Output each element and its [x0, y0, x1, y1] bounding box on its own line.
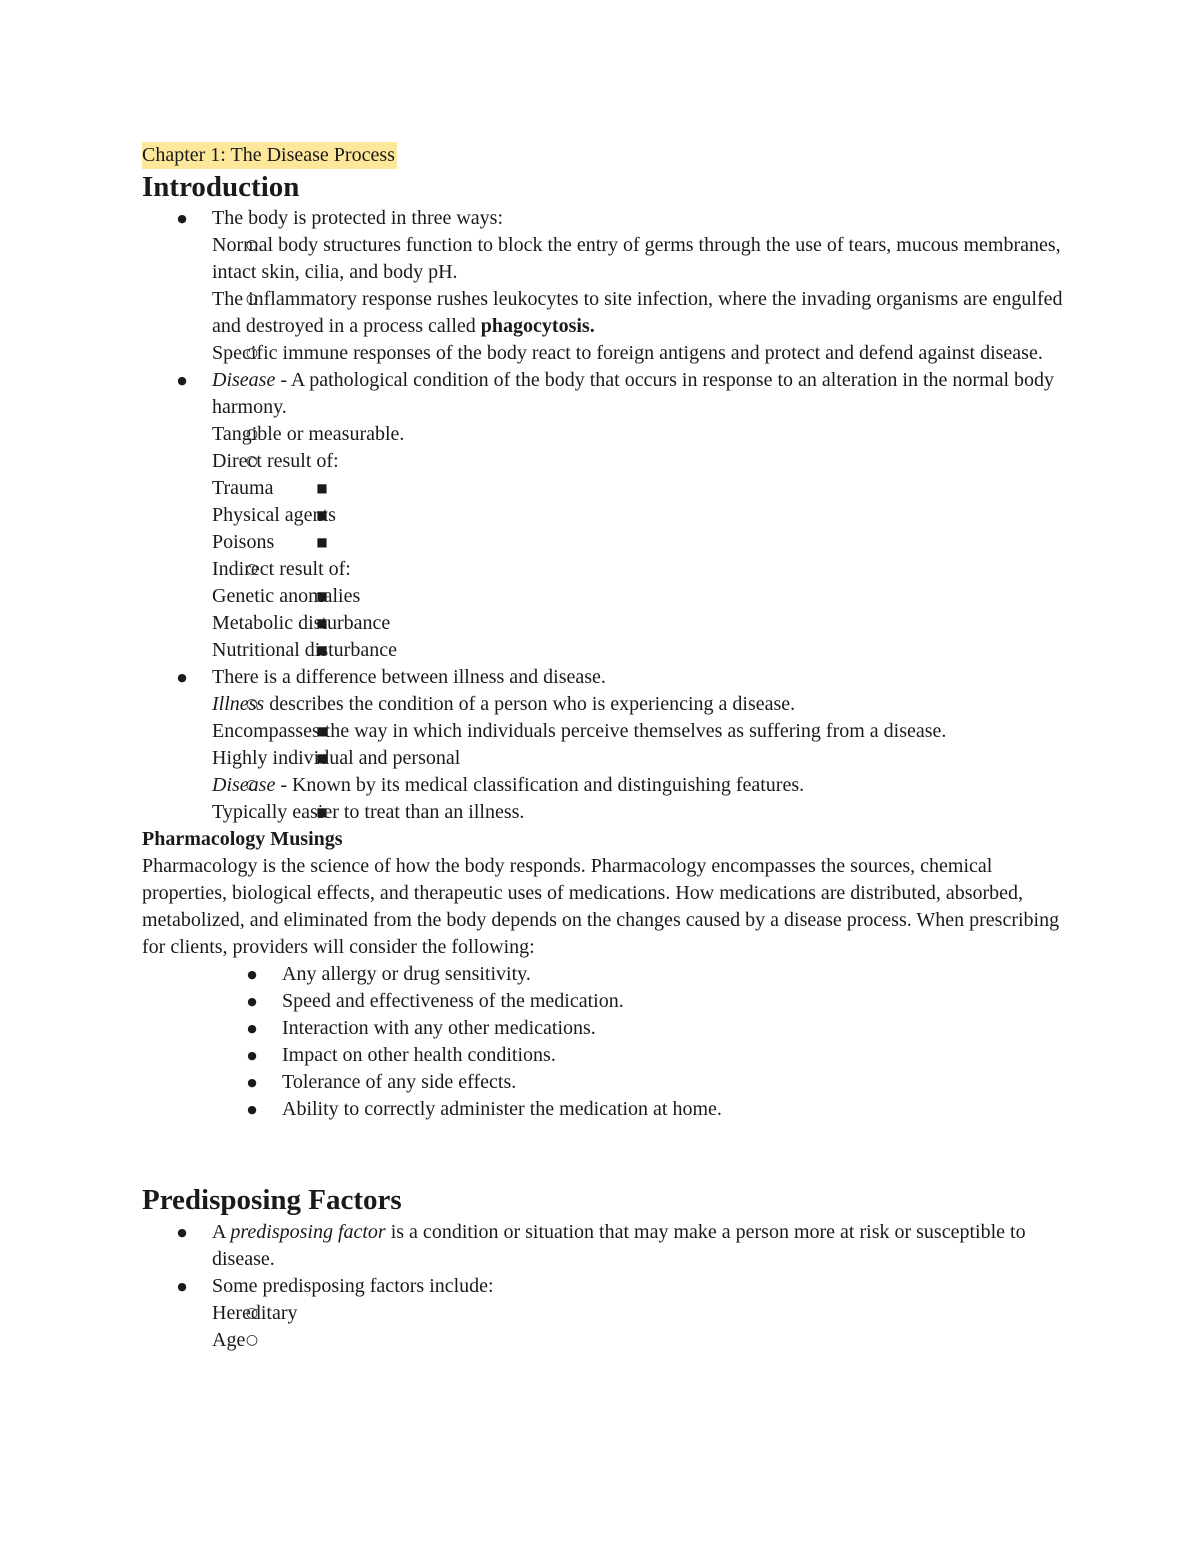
bullet-square-icon	[312, 799, 332, 826]
list-item-text: Trauma	[212, 477, 274, 499]
list-item-text: A	[212, 1221, 231, 1243]
bullet-square-icon	[312, 718, 332, 745]
list-item-text: Physical agents	[212, 504, 336, 526]
bullet-disc-icon	[172, 1219, 192, 1246]
bullet-circle-icon	[242, 421, 262, 448]
list-item	[142, 232, 1072, 286]
list-item-text: Age	[212, 1329, 246, 1351]
list-item	[142, 691, 1072, 772]
list-item-text: Metabolic disturbance	[212, 612, 391, 634]
bullet-disc-icon	[242, 1015, 262, 1042]
bullet-square-icon	[312, 529, 332, 556]
list-item	[142, 1042, 1072, 1069]
phagocytosis-term: phagocytosis.	[480, 315, 595, 337]
list-item-text: Nutritional disturbance	[212, 639, 397, 661]
list-item-text: Typically easier to treat than an illness.	[212, 801, 525, 823]
bullet-circle-icon	[242, 232, 262, 259]
bullet-disc-icon	[242, 1069, 262, 1096]
list-item-text: Highly individual and personal	[212, 747, 461, 769]
list-item	[142, 988, 1072, 1015]
bullet-circle-icon	[242, 286, 262, 313]
bullet-circle-icon	[242, 448, 262, 475]
list-item	[142, 367, 1072, 664]
list-item	[142, 1069, 1072, 1096]
bullet-disc-icon	[172, 205, 192, 232]
bullet-circle-icon	[242, 772, 262, 799]
disease-term: Disease	[212, 369, 276, 391]
disease-term: Disease	[212, 774, 276, 796]
list-item	[142, 340, 1072, 367]
pharmacology-list	[142, 961, 1072, 1123]
list-item	[142, 610, 1072, 637]
bullet-disc-icon	[172, 664, 192, 691]
illness-term: Illness	[212, 693, 265, 715]
list-item-text: Normal body structures function to block the entry of germs through the use of tears, mucous membranes, intact skin, cilia, and body pH.	[212, 234, 1061, 283]
list-item	[142, 421, 1072, 448]
list-item	[142, 772, 1072, 826]
list-item	[142, 745, 1072, 772]
bullet-circle-icon	[242, 556, 262, 583]
list-item	[142, 448, 1072, 556]
list-item-text: Impact on other health conditions.	[282, 1044, 556, 1066]
list-item-text: There is a difference between illness and disease.	[212, 666, 606, 688]
bullet-disc-icon	[242, 1042, 262, 1069]
list-item	[142, 1219, 1072, 1273]
list-item-text: The inflammatory response rushes leukocytes to site infection, where the invading organisms are engulfed and destroyed in a process called	[212, 288, 1063, 337]
list-item	[142, 475, 1072, 502]
list-item-text: Hereditary	[212, 1302, 298, 1324]
list-item-text: Poisons	[212, 531, 275, 553]
list-item	[142, 583, 1072, 610]
introduction-list	[142, 205, 1072, 826]
pharmacology-paragraph: Pharmacology is the science of how the body responds. Pharmacology encompasses the sources, chemical properties, biological effects, and therapeutic uses of medications. How medications are distributed, absorbed, metabolized, and eliminated from the body depends on the changes caused by a disease process. When prescribing for clients, providers will consider the following:	[142, 855, 1060, 958]
predisposing-factors-heading: Predisposing Factors	[142, 1184, 402, 1216]
bullet-disc-icon	[172, 367, 192, 394]
bullet-square-icon	[312, 583, 332, 610]
bullet-circle-icon	[242, 1327, 262, 1354]
list-item-text: Tangible or measurable.	[212, 423, 405, 445]
list-item	[142, 637, 1072, 664]
bullet-disc-icon	[242, 961, 262, 988]
list-item-text: Direct result of:	[212, 450, 339, 472]
bullet-circle-icon	[242, 1300, 262, 1327]
bullet-square-icon	[312, 502, 332, 529]
list-item	[142, 502, 1072, 529]
bullet-disc-icon	[172, 1273, 192, 1300]
list-item	[142, 961, 1072, 988]
list-item-text: - Known by its medical classification and distinguishing features.	[275, 774, 805, 796]
bullet-disc-icon	[242, 1096, 262, 1123]
bullet-disc-icon	[242, 988, 262, 1015]
bullet-square-icon	[312, 637, 332, 664]
list-item-text: Genetic anomalies	[212, 585, 361, 607]
list-item-text: Encompasses the way in which individuals perceive themselves as suffering from a disease.	[212, 720, 947, 742]
list-item	[142, 556, 1072, 664]
list-item	[142, 664, 1072, 826]
list-item-text: Some predisposing factors include:	[212, 1275, 494, 1297]
predisposing-factor-term: predisposing factor	[230, 1221, 386, 1243]
list-item	[142, 1327, 1072, 1354]
predisposing-list	[142, 1219, 1072, 1354]
list-item-text: Tolerance of any side effects.	[282, 1071, 517, 1093]
list-item-text: describes the condition of a person who is experiencing a disease.	[264, 693, 796, 715]
list-item-text: Speed and effectiveness of the medication.	[282, 990, 624, 1012]
bullet-circle-icon	[242, 340, 262, 367]
bullet-square-icon	[312, 610, 332, 637]
list-item	[142, 1300, 1072, 1327]
list-item-text: Indirect result of:	[212, 558, 351, 580]
introduction-heading: Introduction	[142, 171, 300, 203]
bullet-square-icon	[312, 475, 332, 502]
list-item	[142, 529, 1072, 556]
list-item	[142, 1096, 1072, 1123]
chapter-label: Chapter 1: The Disease Process	[142, 142, 397, 169]
list-item-text: Ability to correctly administer the medication at home.	[282, 1098, 722, 1120]
list-item-text: Any allergy or drug sensitivity.	[282, 963, 531, 985]
list-item-text: is a condition or situation that may make a person more at risk or susceptible to disease.	[212, 1221, 1026, 1270]
list-item-text: The body is protected in three ways:	[212, 207, 504, 229]
document-page	[142, 142, 1072, 1354]
pharmacology-heading: Pharmacology Musings	[142, 828, 343, 850]
list-item-text: Specific immune responses of the body react to foreign antigens and protect and defend against disease.	[212, 342, 1043, 364]
list-item	[142, 799, 1072, 826]
list-item	[142, 1273, 1072, 1354]
list-item	[142, 1015, 1072, 1042]
list-item-text: - A pathological condition of the body that occurs in response to an alteration in the normal body harmony.	[212, 369, 1055, 418]
bullet-circle-icon	[242, 691, 262, 718]
list-item	[142, 286, 1072, 340]
list-item-text: Interaction with any other medications.	[282, 1017, 596, 1039]
list-item	[142, 718, 1072, 745]
list-item	[142, 205, 1072, 367]
bullet-square-icon	[312, 745, 332, 772]
